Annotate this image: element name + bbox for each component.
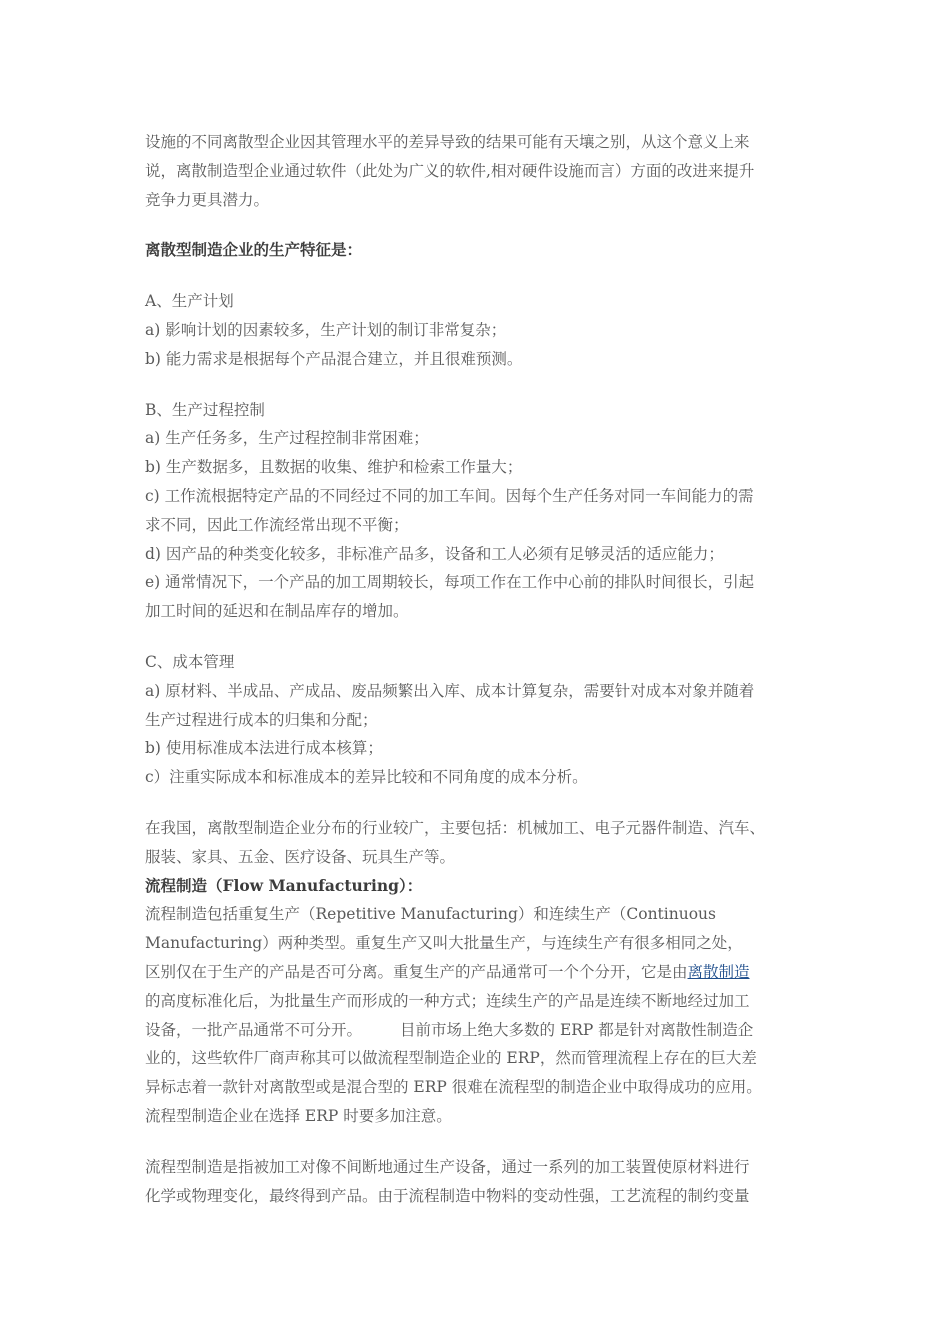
discrete-manufacturing-link[interactable]: 离散制造 [687,962,750,981]
section-cost-management [145,648,815,792]
paragraph-line: 流程制造包括重复生产（Repetitive Manufacturing）和连续生产（Continuous [145,905,716,924]
section-process-control [145,396,815,626]
document-page [145,128,815,1210]
list-item: c) 工作流根据特定产品的不同经过不同的加工车间。因每个生产任务对同一车间能力的需 [145,486,754,505]
list-item: a) 影响计划的因素较多，生产计划的制订非常复杂； [145,320,507,339]
industries-paragraph [145,814,815,872]
paragraph-text: 区别仅在于生产的产品是否可分离。重复生产的产品通常可一个个分开，它是由 [145,962,688,981]
paragraph-gap [145,265,815,287]
list-item: 生产过程进行成本的归集和分配； [145,710,378,729]
list-item: d) 因产品的种类变化较多，非标准产品多，设备和工人必须有足够灵活的适应能力； [145,544,724,563]
paragraph-text: 目前市场上绝大多数的 ERP 都是针对离散性制造企 [400,1020,754,1039]
paragraph-line: 的高度标准化后，为批量生产而形成的一种方式；连续生产的产品是连续不断地经过加工 [145,991,750,1010]
list-item: c）注重实际成本和标准成本的差异比较和不同角度的成本分析。 [145,768,588,787]
intro-line: 竞争力更具潜力。 [145,190,270,209]
list-item: b) 使用标准成本法进行成本核算； [145,739,383,758]
list-item: 加工时间的延迟和在制品库存的增加。 [145,602,409,621]
intro-line: 说，离散制造型企业通过软件（此处为广义的软件,相对硬件设施而言）方面的改进来提升 [145,161,755,180]
list-item: b) 生产数据多，且数据的收集、维护和检索工作量大； [145,458,523,477]
paragraph-gap [145,214,815,236]
paragraph-line: 异标志着一款针对离散型或是混合型的 ERP 很难在流程型的制造企业中取得成功的应用。 [145,1078,762,1097]
intro-paragraph [145,128,815,214]
section-title: B、生产过程控制 [145,400,265,419]
paragraph-gap [145,1131,815,1153]
intro-line: 设施的不同离散型企业因其管理水平的差异导致的结果可能有天壤之别，从这个意义上来 [145,133,750,151]
paragraph-line: 在我国，离散型制造企业分布的行业较广，主要包括：机械加工、电子元器件制造、汽车、 [145,818,766,837]
list-item: a) 原材料、半成品、产成品、废品频繁出入库、成本计算复杂，需要针对成本对象并随着 [145,681,755,700]
paragraph-text: 设备，一批产品通常不可分开。 [145,1020,363,1039]
list-item: e) 通常情况下，一个产品的加工周期较长，每项工作在工作中心前的排队时间很长，引起 [145,573,755,592]
paragraph-line: Manufacturing）两种类型。重复生产又叫大批量生产，与连续生产有很多相同之处， [145,934,743,953]
features-heading: 离散型制造企业的生产特征是： [145,240,363,260]
flow-manufacturing-section [145,872,815,1131]
list-item: a) 生产任务多，生产过程控制非常困难； [145,429,429,448]
paragraph-gap [145,374,815,396]
paragraph-line: 流程型制造是指被加工对像不间断地通过生产设备，通过一系列的加工装置使原材料进行 [145,1157,750,1176]
list-item: b) 能力需求是根据每个产品混合建立，并且很难预测。 [145,349,523,368]
paragraph-line [145,1016,815,1045]
paragraph-gap [145,792,815,814]
list-item: 求不同，因此工作流经常出现不平衡； [145,515,409,534]
closing-paragraph [145,1153,815,1211]
paragraph-line: 业的，这些软件厂商声称其可以做流程型制造企业的 ERP，然而管理流程上存在的巨大差 [145,1049,757,1068]
flow-heading: 流程制造（Flow Manufacturing）： [145,875,423,895]
section-production-planning [145,287,815,373]
paragraph-gap [145,626,815,648]
section-title: C、成本管理 [145,652,235,671]
paragraph-line: 化学或物理变化，最终得到产品。由于流程制造中物料的变动性强，工艺流程的制约变量 [145,1186,750,1205]
paragraph-line: 流程型制造企业在选择 ERP 时要多加注意。 [145,1106,452,1125]
paragraph-line: 服装、家具、五金、医疗设备、玩具生产等。 [145,847,456,866]
section-title: A、生产计划 [145,292,234,311]
paragraph-line [145,958,815,987]
